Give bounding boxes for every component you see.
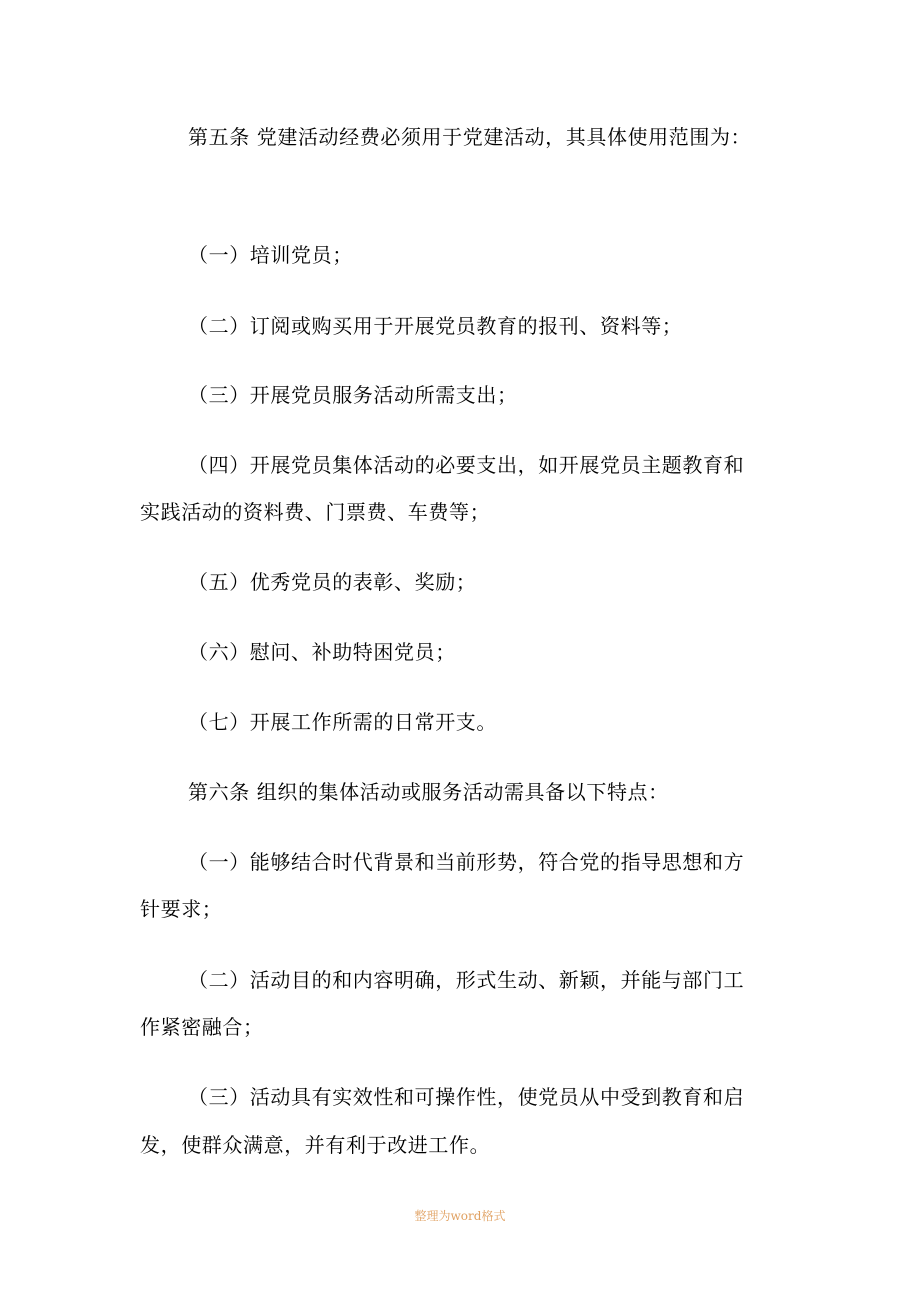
article-6-heading: 第六条 组织的集体活动或服务活动需具备以下特点： (188, 780, 669, 804)
article-5-item-4-line-2: 实践活动的资料费、门票费、车费等； (140, 500, 491, 524)
article-6-item-2-line-2: 作紧密融合； (140, 1015, 264, 1039)
article-6-item-1-line-1: （一）能够结合时代背景和当前形势，符合党的指导思想和方 (188, 850, 745, 874)
article-5-item-7: （七）开展工作所需的日常开支。 (188, 710, 497, 734)
article-5-item-5: （五）优秀党员的表彰、奖励； (188, 570, 477, 594)
article-6-item-3-line-2: 发，使群众满意，并有利于改进工作。 (140, 1133, 491, 1157)
article-6-item-1-line-2: 针要求； (140, 897, 223, 921)
article-5-heading: 第五条 党建活动经费必须用于党建活动，其具体使用范围为： (188, 125, 752, 149)
article-6-item-3-line-1: （三）活动具有实效性和可操作性，使党员从中受到教育和启 (188, 1085, 745, 1109)
article-5-item-2: （二）订阅或购买用于开展党员教育的报刊、资料等； (188, 314, 683, 338)
article-5-item-6: （六）慰问、补助特困党员； (188, 640, 456, 664)
article-6-item-2-line-1: （二）活动目的和内容明确，形式生动、新颖，并能与部门工 (188, 968, 745, 992)
article-5-item-4-line-1: （四）开展党员集体活动的必要支出，如开展党员主题教育和 (188, 453, 745, 477)
article-5-item-1: （一）培训党员； (188, 243, 353, 267)
article-5-item-3: （三）开展党员服务活动所需支出； (188, 383, 518, 407)
footer-note: 整理为word格式 (414, 1209, 506, 1223)
